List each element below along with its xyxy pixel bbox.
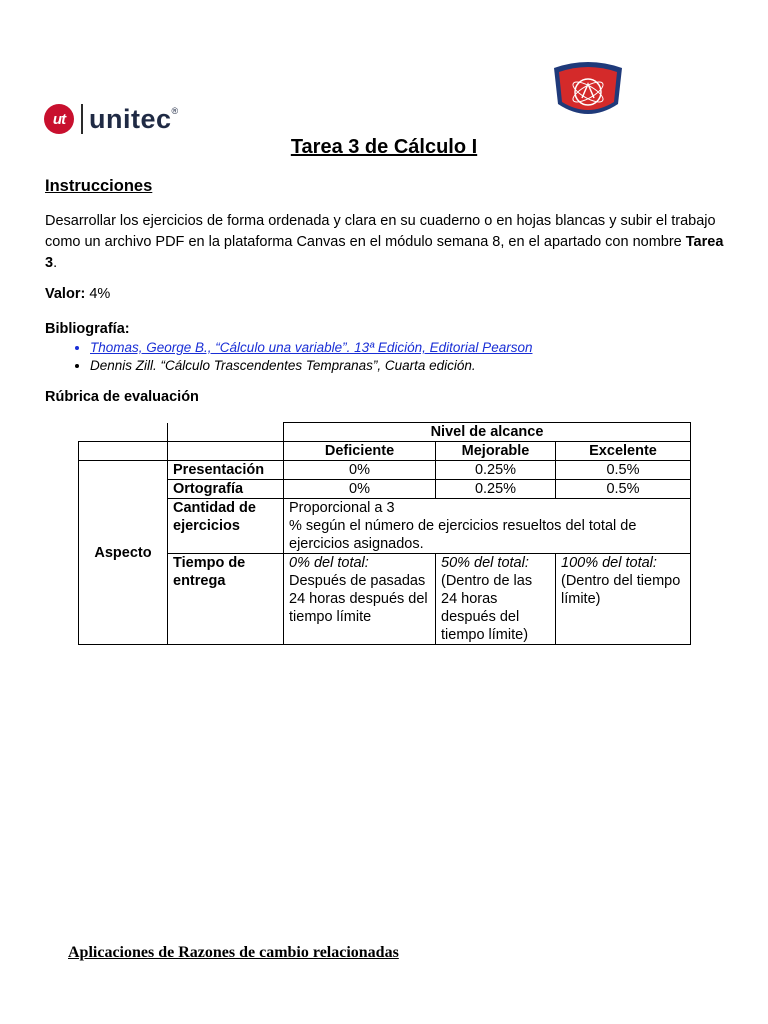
rubric-row-ortografia (79, 480, 691, 499)
rubric-table (78, 422, 691, 645)
rubric-row-label: Presentación (168, 461, 284, 480)
valor-label: Valor: (45, 286, 86, 302)
logo-divider (81, 104, 83, 134)
rubric-row-label: Ortografía (168, 480, 284, 499)
rubric-cell-head: 100% del total: (561, 555, 657, 571)
rubric-row-label: Cantidad de ejercicios (168, 499, 284, 554)
valor-line (45, 286, 110, 302)
rubric-cell: 0% (284, 461, 436, 480)
logo-wordmark: unitec (89, 103, 172, 134)
rubric-cantidad-line2: % según el número de ejercicios resueltos del total de ejercicios asignados. (289, 518, 637, 552)
rubric-cell: 0.25% (436, 480, 556, 499)
bibliography-item-zill: • Dennis Zill. “Cálculo Trascendentes Tempranas”, Cuarta edición. (90, 357, 532, 375)
rubric-row-group-header (79, 423, 691, 442)
rubric-row-presentacion (79, 461, 691, 480)
rubric-row-group: Aspecto (79, 461, 168, 645)
rubric-cell (436, 554, 556, 645)
rubric-cell-body: (Dentro del tiempo límite) (561, 573, 681, 607)
rubric-level-header: Deficiente (284, 442, 436, 461)
bibliography-heading: Bibliografía: (45, 321, 130, 337)
section-heading: Aplicaciones de Razones de cambio relacionadas (68, 944, 399, 961)
rubric-cantidad-line1: Proporcional a 3 (289, 500, 395, 516)
bibliography-list (66, 339, 532, 375)
rubric-heading: Rúbrica de evaluación (45, 389, 199, 405)
rubric-cell-head: 0% del total: (289, 555, 369, 571)
rubric-cell-body: Después de pasadas 24 horas después del tiempo límite (289, 573, 428, 625)
rubric-cell: 0% (284, 480, 436, 499)
instructions-paragraph (45, 211, 725, 274)
bibliography-link-thomas[interactable]: • Thomas, George B., “Cálculo una variable”. 13ª Edición, Editorial Pearson (90, 339, 532, 357)
rubric-row-tiempo (79, 554, 691, 645)
instructions-end: . (53, 255, 58, 271)
instructions-task-name: Tarea 3 (45, 234, 724, 271)
rubric-row-levels (79, 442, 691, 461)
rubric-level-header: Excelente (556, 442, 691, 461)
rubric-cell-head: 50% del total: (441, 555, 529, 571)
unitec-logo (44, 104, 178, 134)
rubric-row-label: Tiempo de entrega (168, 554, 284, 645)
rubric-cell-body: (Dentro de las 24 horas después del tiempo límite) (441, 573, 533, 643)
rubric-cell (556, 554, 691, 645)
logo-registered-mark: ® (171, 106, 179, 116)
rubric-group-header: Nivel de alcance (284, 423, 691, 442)
valor-value: 4% (85, 286, 111, 302)
faculty-seal-icon (548, 58, 628, 122)
logo-mark: ut (44, 104, 74, 134)
rubric-cell: 0.5% (556, 480, 691, 499)
rubric-level-header: Mejorable (436, 442, 556, 461)
rubric-cell (284, 554, 436, 645)
instructions-text: Desarrollar los ejercicios de forma ordenada y clara en su cuaderno o en hojas blancas y subir el trabajo como un archivo PDF en la plataforma Canvas en el módulo semana 8, en el apartado con nombre (45, 213, 716, 250)
rubric-cell-cantidad (284, 499, 691, 554)
instructions-heading: Instrucciones (45, 177, 153, 195)
rubric-row-cantidad (79, 499, 691, 554)
page-title: Tarea 3 de Cálculo I (290, 136, 478, 158)
rubric-cell: 0.25% (436, 461, 556, 480)
rubric-cell: 0.5% (556, 461, 691, 480)
